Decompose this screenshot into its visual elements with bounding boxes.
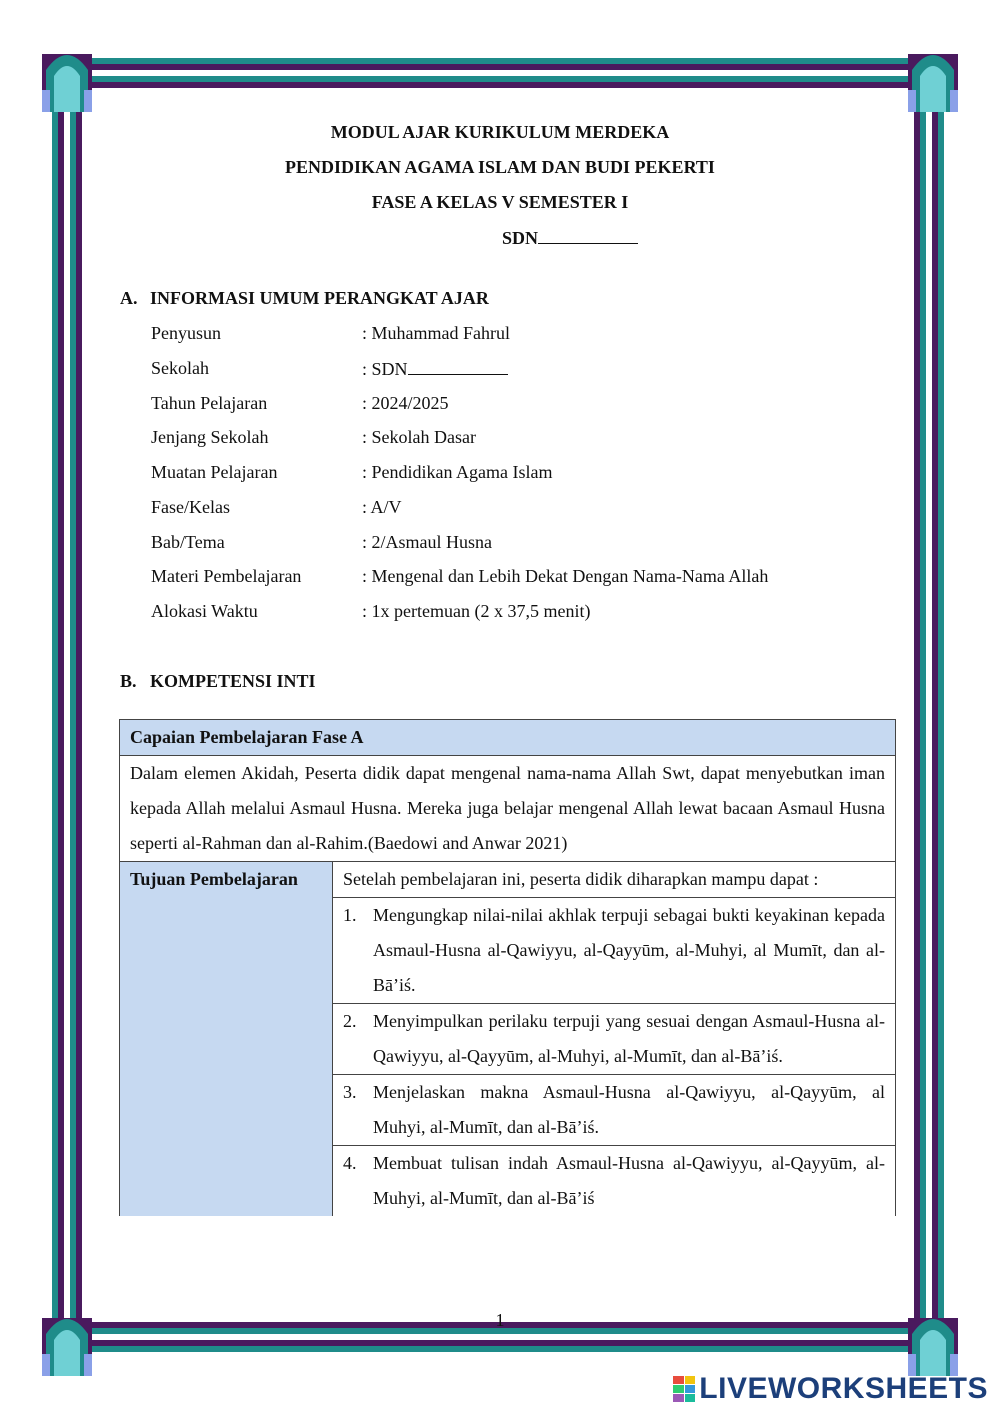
section-b-title: KOMPETENSI INTI — [150, 671, 316, 691]
tujuan-item — [333, 898, 896, 1004]
item-text: Membuat tulisan indah Asmaul-Husna al-Qawiyyu, al-Qayyūm, al-Muhyi, al-Mumīt, dan al-Bā’iś — [373, 1153, 885, 1208]
info-value: : A/V — [362, 497, 402, 517]
tujuan-item — [333, 1075, 896, 1146]
tujuan-item — [333, 1004, 896, 1075]
info-label: Alokasi Waktu — [151, 601, 258, 621]
item-number: 1. — [343, 905, 357, 925]
capaian-table — [119, 719, 896, 1216]
doc-title-line-1: MODUL AJAR KURIKULUM MERDEKA — [330, 122, 670, 142]
page-number: 1 — [495, 1310, 505, 1330]
info-value: : Muhammad Fahrul — [362, 323, 510, 343]
brand-text: LIVEWORKSHEETS — [699, 1372, 988, 1405]
info-value: : 2/Asmaul Husna — [362, 532, 492, 552]
info-label: Muatan Pelajaran — [151, 462, 278, 482]
info-label: Sekolah — [151, 358, 209, 378]
section-a-title: INFORMASI UMUM PERANGKAT AJAR — [150, 288, 489, 308]
doc-title-line-2: PENDIDIKAN AGAMA ISLAM DAN BUDI PEKERTI — [285, 157, 715, 177]
capaian-header: Capaian Pembelajaran Fase A — [120, 720, 896, 756]
info-label: Fase/Kelas — [151, 497, 230, 517]
section-a-heading — [120, 288, 489, 309]
info-label: Materi Pembelajaran — [151, 566, 302, 586]
info-value-wrap — [362, 358, 508, 380]
info-label: Penyusun — [151, 323, 222, 343]
item-number: 2. — [343, 1011, 357, 1031]
info-value: : Mengenal dan Lebih Dekat Dengan Nama-Nama Allah — [362, 566, 769, 586]
liveworksheets-icon — [673, 1376, 695, 1402]
item-number: 3. — [343, 1082, 357, 1102]
item-number: 4. — [343, 1153, 357, 1173]
school-name-blank — [538, 227, 638, 244]
liveworksheets-logo[interactable] — [673, 1372, 988, 1406]
info-label: Tahun Pelajaran — [151, 393, 268, 413]
tujuan-item — [333, 1146, 896, 1217]
tujuan-label: Tujuan Pembelajaran — [120, 862, 333, 1217]
info-value: : SDN — [362, 359, 408, 379]
section-b-number: B. — [120, 671, 137, 691]
item-text: Mengungkap nilai-nilai akhlak terpuji sebagai bukti keyakinan kepada Asmaul-Husna al-Qawiyyu, al-Qayyūm, al-Muhyi, al Mumīt, dan al-Bā’iś. — [373, 905, 885, 995]
info-value: : Sekolah Dasar — [362, 427, 476, 447]
tujuan-intro: Setelah pembelajaran ini, peserta didik diharapkan mampu dapat : — [333, 862, 896, 898]
info-value: : 1x pertemuan (2 x 37,5 menit) — [362, 601, 591, 621]
school-name-blank — [408, 358, 508, 375]
item-text: Menyimpulkan perilaku terpuji yang sesuai dengan Asmaul-Husna al-Qawiyyu, al-Qayyūm, al-Muhyi, al-Mumīt, dan al-Bā’iś. — [373, 1011, 885, 1066]
info-value: : Pendidikan Agama Islam — [362, 462, 553, 482]
school-prefix: SDN — [501, 228, 538, 248]
section-b-heading — [120, 671, 316, 692]
doc-title-school — [0, 227, 1000, 249]
capaian-text: Dalam elemen Akidah, Peserta didik dapat mengenal nama-nama Allah Swt, dapat menyebutkan iman kepada Allah melalui Asmaul Husna. Mereka juga belajar mengenal Allah lewat bacaan Asmaul Husna seperti al-Rahman dan al-Rahim.(Baedowi and Anwar 2021) — [120, 756, 896, 862]
item-text: Menjelaskan makna Asmaul-Husna al-Qawiyyu, al-Qayyūm, al Muhyi, al-Mumīt, dan al-Bā’iś. — [373, 1082, 885, 1137]
section-a-number: A. — [120, 288, 138, 308]
info-label: Jenjang Sekolah — [151, 427, 269, 447]
info-value: : 2024/2025 — [362, 393, 449, 413]
doc-title-line-3: FASE A KELAS V SEMESTER I — [371, 192, 629, 212]
info-label: Bab/Tema — [151, 532, 225, 552]
